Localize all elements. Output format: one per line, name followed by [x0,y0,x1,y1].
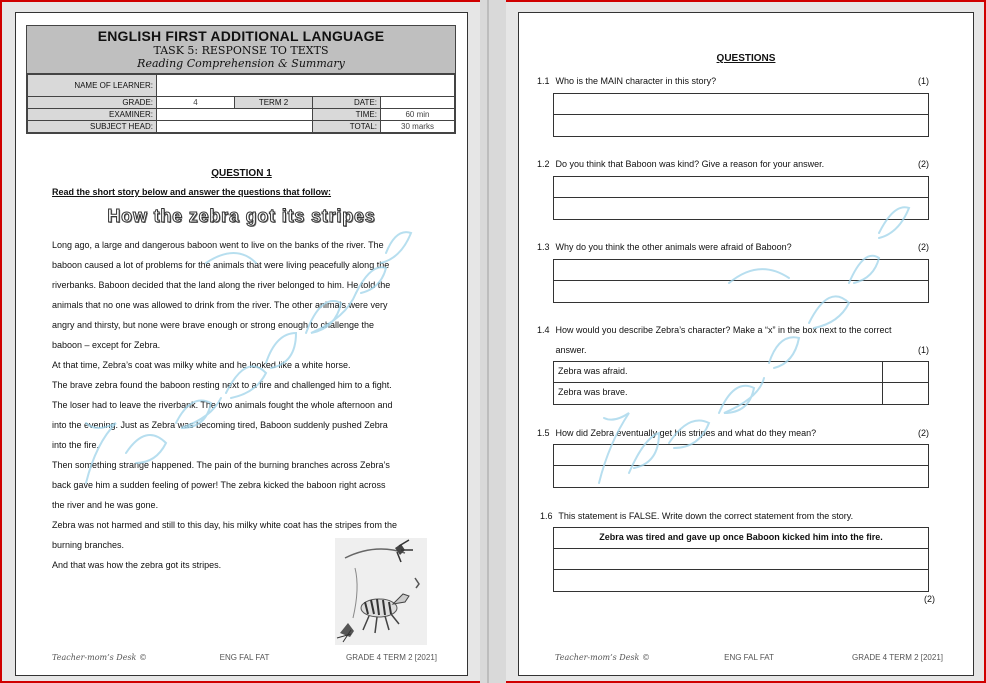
question-text: Why do you think the other animals were afraid of Baboon? [555,242,792,252]
question-number: 1.3 [537,242,550,252]
story-line: animals that no one was allowed to drink from the river. The other animals were very [52,300,388,310]
story-line: burning branches. [52,540,125,550]
page-footer [52,653,437,665]
choice-checkbox[interactable] [883,362,928,382]
term-label: TERM 2 [235,97,313,109]
false-statement: Zebra was tired and gave up once Baboon kicked him into the fire. [554,528,928,549]
question-1-4-cont [537,345,929,355]
worksheet-header [26,25,456,134]
examiner-field[interactable] [157,109,313,121]
question-1-title: QUESTION 1 [211,168,272,179]
story-line: into the fire. [52,440,100,450]
choice-box-1-4 [553,361,929,405]
footer-grade-term: GRADE 4 TERM 2 [2021] [852,653,943,662]
subject-head-label: SUBJECT HEAD: [28,121,157,133]
story-line: And that was how the zebra got its stripes. [52,560,222,570]
question-text-cont: answer. [555,345,587,355]
grade-label: GRADE: [28,97,157,109]
choice-row [554,383,928,404]
choice-checkbox[interactable] [883,383,928,404]
story-line: Zebra was not harmed and still to this day, his milky white coat has the stripes from the [52,520,397,530]
question-number: 1.1 [537,76,550,86]
story-line: Long ago, a large and dangerous baboon went to live on the banks of the river. The [52,240,384,250]
subject-head-field[interactable] [157,121,313,133]
story-line: The loser had to leave the riverbank. The two animals fought the whole afternoon and [52,400,393,410]
question-number: 1.5 [537,428,550,438]
learner-info-table [27,74,455,133]
answer-line[interactable] [554,177,928,198]
story-line: baboon – except for Zebra. [52,340,161,350]
story-line: angry and thirsty, but none were brave enough or strong enough to challenge the [52,320,375,330]
answer-line[interactable] [554,260,928,281]
question-1-6 [540,511,932,521]
question-1-2 [537,159,929,169]
false-statement-box [553,527,929,592]
header-title-block [27,26,455,74]
story-line: baboon caused a lot of problems for the animals that were living peacefully along the [52,260,390,270]
story-line: into the evening. Just as Zebra was becoming tired, Baboon suddenly pushed Zebra [52,420,388,430]
question-text: Who is the MAIN character in this story? [555,76,717,86]
answer-line[interactable] [554,281,928,302]
story-line: Then something strange happened. The pain of the burning branches across Zebra’s [52,460,390,470]
question-1-5 [537,428,929,438]
footer-subject: ENG FAL FAT [219,653,270,662]
question-1-3 [537,242,929,252]
document-page-1 [15,12,468,676]
story-title: How the zebra got its stripes [107,206,376,226]
answer-line[interactable] [554,549,928,570]
answer-box-1-2[interactable] [553,176,929,220]
answer-line[interactable] [554,94,928,115]
page-gutter [480,0,506,683]
question-1-4 [537,325,929,335]
header-task: TASK 5: RESPONSE TO TEXTS [153,44,329,57]
name-field[interactable] [157,75,455,97]
question-marks: (1) [918,76,929,86]
story-line: riverbanks. Baboon decided that the land along the river belonged to him. He told the [52,280,391,290]
grade-value: 4 [157,97,235,109]
questions-title: QUESTIONS [716,53,776,64]
choice-row [554,362,928,383]
instruction-text: Read the short story below and answer the questions that follow: [52,187,332,197]
question-number: 1.6 [540,511,553,521]
story-text [52,235,432,575]
question-1-1 [537,76,929,86]
story-line: The brave zebra found the baboon resting next to a fire and challenged him to a fight. [52,380,392,390]
answer-box-1-5[interactable] [553,444,929,488]
zebra-illustration [335,538,427,645]
story-line: At that time, Zebra’s coat was milky white and he looked like a white horse. [52,360,351,370]
answer-box-1-3[interactable] [553,259,929,303]
answer-line[interactable] [554,466,928,487]
answer-line[interactable] [554,115,928,136]
question-marks: (2) [918,242,929,252]
header-subtitle: Reading Comprehension & Summary [137,57,345,70]
header-title: ENGLISH FIRST ADDITIONAL LANGUAGE [97,28,385,44]
footer-brand: Teacher-mom’s Desk © [555,653,650,662]
story-line: the river and he was gone. [52,500,159,510]
examiner-label: EXAMINER: [28,109,157,121]
question-text: This statement is FALSE. Write down the correct statement from the story. [558,511,854,521]
question-text: How did Zebra eventually get his stripes and what do they mean? [555,428,817,438]
footer-subject: ENG FAL FAT [724,653,774,662]
page-footer [555,653,943,665]
answer-line[interactable] [554,198,928,219]
document-page-2 [518,12,974,676]
date-field[interactable] [381,97,455,109]
answer-line[interactable] [554,570,928,591]
name-label: NAME OF LEARNER: [28,75,157,97]
choice-text: Zebra was afraid. [554,362,883,382]
answer-box-1-1[interactable] [553,93,929,137]
question-number: 1.4 [537,325,550,335]
date-label: DATE: [313,97,381,109]
question-text: How would you describe Zebra’s character? Make a “x” in the box next to the correct [555,325,892,335]
footer-brand: Teacher-mom’s Desk © [52,653,147,662]
window-frame-left [0,0,2,683]
choice-text: Zebra was brave. [554,383,883,404]
question-marks: (2) [924,594,935,604]
question-number: 1.2 [537,159,550,169]
total-value: 30 marks [381,121,455,133]
answer-line[interactable] [554,445,928,466]
question-text: Do you think that Baboon was kind? Give a reason for your answer. [555,159,825,169]
question-marks: (2) [918,428,929,438]
time-value: 60 min [381,109,455,121]
footer-grade-term: GRADE 4 TERM 2 [2021] [346,653,437,662]
story-line: back gave him a sudden feeling of power! The zebra kicked the baboon right across [52,480,386,490]
question-marks: (2) [918,159,929,169]
total-label: TOTAL: [313,121,381,133]
question-marks: (1) [918,345,929,355]
time-label: TIME: [313,109,381,121]
